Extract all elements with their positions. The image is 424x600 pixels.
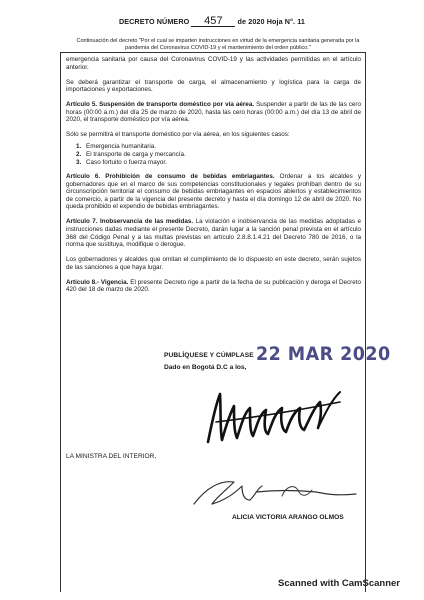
list-number: 1. xyxy=(76,143,82,151)
article-7 xyxy=(66,218,361,248)
list-number: 3. xyxy=(76,158,82,166)
dado-en-label: Dado en Bogotá D.C a los, xyxy=(164,364,247,371)
list-number: 2. xyxy=(76,150,82,158)
list-text: Caso fortuito o fuerza mayor. xyxy=(86,158,167,166)
minister-label: LA MINISTRA DEL INTERIOR, xyxy=(66,453,157,460)
article-6 xyxy=(66,173,361,211)
minister-signature xyxy=(186,474,366,512)
decree-body xyxy=(66,56,361,301)
paragraph: Los gobernadores y alcaldes que omitan el cumplimiento de lo dispuesto en este decreto, serán sujetos de las sanciones a que haya lugar. xyxy=(66,256,361,271)
continuation-note: Continuación del decreto "Por el cual se imparten instrucciones en virtud de la emergencia sanitaria generada por la pandemia del Coronavirus COVID-19 y el mantenimiento del orden público." xyxy=(76,38,360,51)
article-8-title: Artículo 8.- Vigencia. xyxy=(66,278,129,286)
list-item xyxy=(76,143,361,151)
list-text: Emergencia humanitaria. xyxy=(86,143,157,151)
article-5-title: Artículo 5. Suspensión de transporte doméstico por vía aérea. xyxy=(66,101,255,109)
article-6-text: Ordenar a los alcaldes y gobernadores que en el marco de sus competencias constitucionales y legales prohíban dentro de su circunscripción territorial el consumo de bebidas embriagantes en espacios abiertos y establecimientos de comercio, a partir de la vigencia del presente decreto y hasta el día domingo 12 de abril de 2020. No queda prohibido el expendio de bebidas embriagantes. xyxy=(66,173,361,211)
list-item xyxy=(76,159,361,167)
paragraph: emergencia sanitaria por causa del Coronavirus COVID-19 y las actividades permitidas en el artículo anterior. xyxy=(66,56,361,71)
list-item xyxy=(76,151,361,159)
cases-list xyxy=(76,143,361,166)
minister-name: ALICIA VICTORIA ARANGO OLMOS xyxy=(232,514,344,521)
decree-number-label: DECRETO NÚMERO xyxy=(118,17,190,26)
camscanner-watermark: Scanned with CamScanner xyxy=(278,578,400,589)
article-6-title: Artículo 6. Prohibición de consumo de bebidas embriagantes. xyxy=(66,173,275,181)
date-stamp: 22 MAR 2020 xyxy=(256,343,391,365)
paragraph: Se deberá garantizar el transporte de carga, el almacenamiento y logística para la carga de importaciones y exportaciones. xyxy=(66,78,361,94)
article-8-text: El presente Decreto rige a partir de la fecha de su publicación y deroga el Decreto 420 del 18 de marzo de 2020. xyxy=(66,278,362,294)
decree-page-label: de 2020 Hoja N°. 11 xyxy=(237,17,306,26)
list-text: El transporte de carga y mercancía. xyxy=(86,150,186,158)
decree-header xyxy=(0,17,424,27)
article-8 xyxy=(66,279,361,294)
article-5-text: Suspender a partir de las de las cero horas (00:00 a.m.) del día 25 de marzo de 2020, hasta las cero horas (00:00 a.m.) del día 13 de abril de 2020, el transporte doméstico por vía aérea. xyxy=(66,101,361,124)
article-7-title: Artículo 7. Inobservancia de las medidas. xyxy=(66,218,194,226)
publiquese-label: PUBLÍQUESE Y CÚMPLASE xyxy=(164,352,254,359)
paragraph: Sólo se permitirá el transporte doméstico por vía aérea, en los siguientes casos: xyxy=(66,131,290,139)
article-7-text: La violación e inobservancia de las medidas adoptadas e instrucciones dadas mediante el presente Decreto, darán lugar a la sanción penal prevista en el artículo 368 del Código Penal y a las multas previstas en artículo 2.8.8.1.4.21 del Decreto 780 de 2016, o la norma que sustituya, modifique o derogue. xyxy=(66,218,361,249)
article-5 xyxy=(66,101,361,124)
president-signature xyxy=(190,382,360,452)
decree-number: 457 xyxy=(191,17,235,27)
